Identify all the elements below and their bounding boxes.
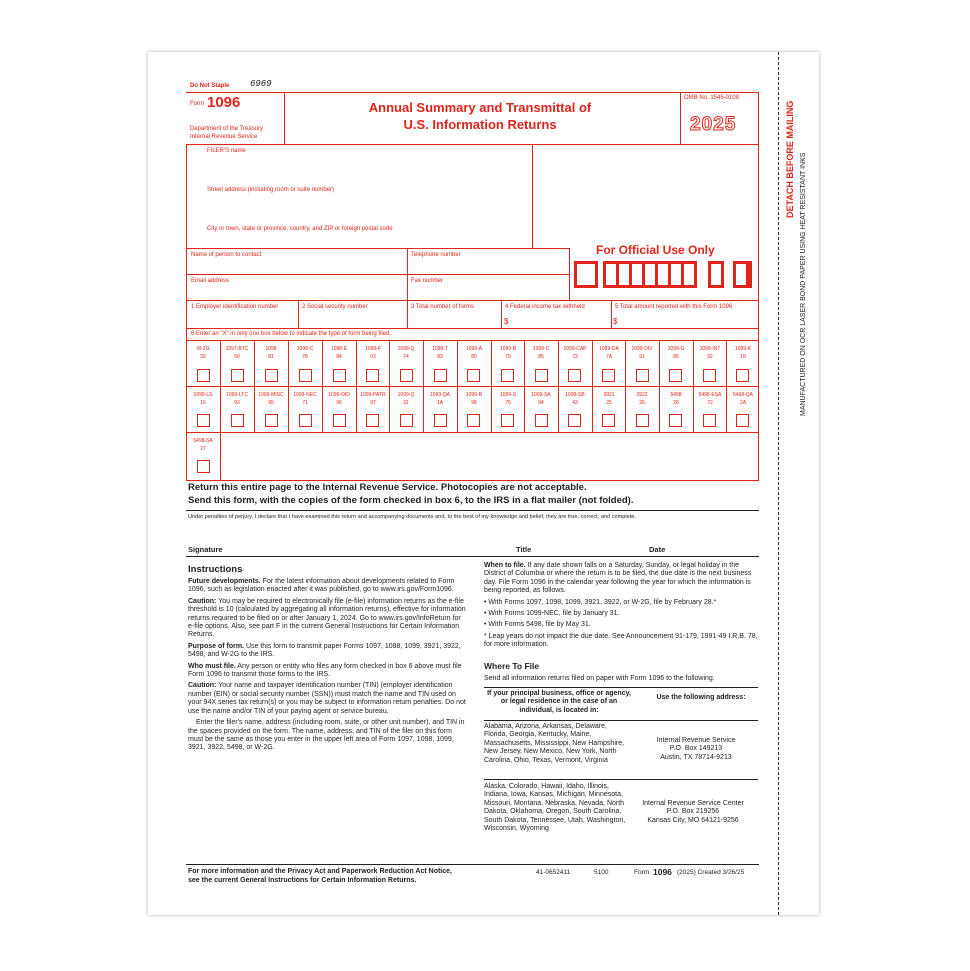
checkbox-1098-q[interactable]	[400, 369, 413, 382]
checkbox-1099-g[interactable]	[669, 369, 682, 382]
checkbox-1099-nec[interactable]	[299, 414, 312, 427]
box6-grid-top	[186, 340, 759, 341]
checkbox-1099-a[interactable]	[467, 369, 480, 382]
form-word: Form	[190, 101, 204, 107]
checkbox-1099-qa[interactable]	[434, 414, 447, 427]
dept-line2: Internal Revenue Service	[190, 134, 258, 140]
phone-label: Telephone number	[411, 252, 461, 258]
email-rule	[186, 274, 569, 275]
checkbox-1097-btc[interactable]	[231, 369, 244, 382]
footer-rule	[186, 864, 759, 865]
box-divider	[501, 300, 502, 328]
form-type-1099-int: 1099-INT 92	[699, 346, 721, 360]
omb-number: OMB No. 1545-0108	[684, 95, 740, 101]
top-rule	[186, 92, 759, 93]
box6-rule	[186, 328, 759, 329]
header-divider-left	[284, 92, 285, 144]
form-type-1099-a: 1099-A 80	[465, 346, 483, 360]
footer-form-word: Form	[634, 869, 650, 876]
form-type-1099-da: 1099-DA 7A	[599, 346, 619, 360]
instructions-heading: Instructions	[188, 564, 243, 575]
filer-address-field[interactable]	[187, 145, 532, 248]
form-type-1099-b: 1099-B 79	[499, 346, 517, 360]
checkbox-1099-da[interactable]	[602, 369, 615, 382]
checkbox-1098-e[interactable]	[333, 369, 346, 382]
form-type-1099-div: 1099-DIV 91	[631, 346, 653, 360]
email-field[interactable]	[188, 286, 406, 300]
return-notice-1: Return this entire page to the Internal Revenue Service. Photocopies are not acceptable.	[188, 482, 587, 493]
form-type-1099-s: 1099-S 75	[499, 392, 517, 406]
form-type-1099-sa: 1099-SA 94	[531, 392, 551, 406]
footer-notice-1: For more information and the Privacy Act and Paperwork Reduction Act Notice,	[188, 868, 452, 875]
form-type-1099-cap: 1099-CAP 73	[563, 346, 587, 360]
where-table-header-rule	[484, 720, 758, 721]
checkbox-w2g[interactable]	[197, 369, 210, 382]
form-type-1097-btc: 1097-BTC 50	[225, 346, 249, 360]
when-to-file: When to file. If any date shown falls on a Saturday, Sunday, or legal holiday in the District of Columbia or where the return is to be filed, the due date is the next business day. File Form 1096 in the calendar year following the year for which the information is being reported, as follows. • With Forms 1097, 1098, 1099, 3921, 3922, or W-2G, file by February 28.* • With Forms 1099-NEC, file by January 31. • With Forms 5498, file by May 31. * Leap years do not impact the due date. See Announcement 91-179, 1991-49 I.R.B. 78, for more information.	[484, 562, 758, 649]
box-divider	[407, 300, 408, 328]
form-type-5498-qa: 5498-QA 2A	[732, 392, 753, 406]
checkbox-1099-ltc[interactable]	[231, 414, 244, 427]
grid-row2-bottom	[186, 432, 759, 433]
return-notice-2: Send this form, with the copies of the form checked in box 6, to the IRS in a flat mailer (not folded).	[188, 495, 634, 506]
form-type-w2g: W-2G 32	[196, 346, 210, 360]
checkbox-1099-c[interactable]	[535, 369, 548, 382]
checkbox-1099-k[interactable]	[736, 369, 749, 382]
box-divider	[611, 300, 612, 328]
where-address2: Internal Revenue Service Center P.O. Box 219256 Kansas City, MO 64121-9256	[642, 800, 744, 824]
where-col2-header: Use the following address:	[656, 694, 746, 701]
form-type-1099-qa: 1099-QA 1A	[429, 392, 450, 406]
title-label: Title	[516, 545, 532, 554]
box3-label: 3 Total number of forms	[411, 304, 474, 310]
form-type-3922: 3922 26	[636, 392, 648, 406]
boxes-top-rule	[186, 300, 759, 301]
form-type-1098-t: 1098-T 83	[432, 346, 448, 360]
checkbox-1099-r[interactable]	[467, 414, 480, 427]
contact-field[interactable]	[188, 260, 406, 274]
form-type-3921: 3921 25	[603, 392, 615, 406]
street-label: Street address (including room or suite number)	[207, 187, 335, 193]
ein-field[interactable]	[188, 312, 296, 326]
checkbox-1099-ls[interactable]	[197, 414, 210, 427]
form-type-5498: 5498 28	[670, 392, 682, 406]
ssn-field[interactable]	[300, 312, 406, 326]
box5-label: 5 Total amount reported with this Form 1096	[615, 304, 733, 310]
form-type-1099-q: 1099-Q 31	[397, 392, 415, 406]
form-type-1098-c: 1098-C 78	[296, 346, 314, 360]
form-type-1098-f: 1098-F 03	[365, 346, 381, 360]
checkbox-5498[interactable]	[669, 414, 682, 427]
filer-divider	[532, 144, 533, 248]
form-type-1098-q: 1098-Q 74	[397, 346, 415, 360]
contact-rule	[186, 248, 569, 249]
signature-label: Signature	[188, 545, 223, 554]
checkbox-1098-f[interactable]	[366, 369, 379, 382]
grid-divider	[220, 432, 221, 480]
where-states-group2: Alaska, Colorado, Hawaii, Idaho, Illinois, Indiana, Iowa, Kansas, Michigan, Minnesota, Missouri, Montana, Nebraska, Nevada, North Dakota, Oklahoma, Oregon, South Carolina, South Dakota, Tennessee, Utah, Washington, Wisconsin, Wyoming	[484, 783, 626, 833]
fed-tax-withheld-field[interactable]	[512, 314, 609, 326]
footer-year-created: (2025) Created 3/26/25	[677, 869, 745, 876]
footer-form-number: 1096	[653, 867, 672, 877]
signature-field[interactable]	[188, 524, 756, 544]
checkbox-1099-sa[interactable]	[535, 414, 548, 427]
checkbox-1098-c[interactable]	[299, 369, 312, 382]
form-type-1099-oid: 1099-OID 96	[328, 392, 350, 406]
city-label: City or town, state or province, country, and ZIP or foreign postal code	[207, 226, 393, 232]
where-col1-header: If your principal business, office or agency, or legal residence in the case of an individual, is located in:	[487, 690, 631, 714]
where-states-group1: Alabama, Arizona, Arkansas, Delaware, Florida, Georgia, Kentucky, Maine, Massachusetts, Mississippi, New Hampshire, New Jersey, New Mexico, New York, North Carolina, Ohio, Texas, Vermont, Virginia	[484, 723, 625, 764]
box4-label: 4 Federal income tax withheld	[505, 304, 585, 310]
total-forms-field[interactable]	[409, 312, 499, 326]
checkbox-1098[interactable]	[265, 369, 278, 382]
box1-label: 1 Employer identification number	[191, 304, 279, 310]
date-label: Date	[649, 545, 666, 554]
filer-name-label: FILER'S name	[207, 148, 246, 154]
form-type-1099-patr: 1099-PATR 97	[360, 392, 386, 406]
box4-dollar: $	[504, 317, 509, 326]
tax-year: 2025	[690, 114, 737, 135]
checkbox-1099-cap[interactable]	[568, 369, 581, 382]
checkbox-1099-sb[interactable]	[568, 414, 581, 427]
checkbox-1099-patr[interactable]	[366, 414, 379, 427]
official-use-box	[681, 261, 697, 288]
official-use-title: For Official Use Only	[596, 243, 715, 257]
form-type-1099-ltc: 1099-LTC 93	[226, 392, 248, 406]
email-label: Email address	[191, 278, 230, 284]
perjury-statement: Under penalties of perjury, I declare that I have examined this return and accompanying documents and, to the best of my knowledge and belief, they are true, correct, and complete.	[188, 514, 636, 520]
perjury-rule	[186, 510, 759, 511]
where-table-top	[484, 687, 758, 688]
grid-row1-bottom	[186, 386, 759, 387]
where-address1: Internal Revenue Service P.O. Box 149213 Austin, TX 78714-9213	[656, 737, 736, 761]
form-bottom-rule	[186, 480, 759, 481]
form-type-1098: 1098 81	[265, 346, 277, 360]
box6-label: 6 Enter an "X" in only one box below to indicate the type of form being filed.	[191, 331, 392, 337]
detach-notice: DETACH BEFORE MAILING	[785, 100, 795, 218]
do-not-staple: Do Not Staple	[190, 83, 230, 89]
checkbox-5498-qa[interactable]	[736, 414, 749, 427]
form-type-1099-c: 1099-C 85	[532, 346, 550, 360]
checkbox-1099-misc[interactable]	[265, 414, 278, 427]
manufactured-notice: MANUFACTURED ON OCR LASER BOND PAPER USING HEAT RESISTANT INKS	[800, 152, 807, 416]
where-table-mid-rule	[484, 779, 758, 780]
checkbox-1099-q[interactable]	[400, 414, 413, 427]
form-type-1099-nec: 1099-NEC 71	[293, 392, 317, 406]
official-use-box	[746, 261, 752, 288]
footer-code: 5100	[594, 869, 609, 876]
checkbox-1099-int[interactable]	[703, 369, 716, 382]
checkbox-1099-s[interactable]	[501, 414, 514, 427]
form-title-line1: Annual Summary and Transmittal of	[368, 100, 592, 115]
form-type-1099-k: 1099-K 10	[734, 346, 752, 360]
where-to-file-heading: Where To File	[484, 661, 540, 671]
box-divider	[298, 300, 299, 328]
form-type-1098-e: 1098-E 84	[330, 346, 348, 360]
footer-catalog: 41-0652411	[536, 869, 571, 876]
box5-dollar: $	[613, 317, 618, 326]
form-type-1099-misc: 1099-MISC 95	[258, 392, 284, 406]
checkbox-1099-b[interactable]	[501, 369, 514, 382]
fax-field[interactable]	[409, 286, 567, 300]
official-divider	[569, 248, 570, 300]
checkbox-1099-oid[interactable]	[333, 414, 346, 427]
signature-rule	[186, 556, 759, 557]
form-right-border	[758, 92, 759, 480]
total-amount-field[interactable]	[621, 314, 756, 326]
phone-field[interactable]	[409, 260, 567, 274]
form-type-1099-ls: 1099-LS 16	[193, 392, 213, 406]
instructions-body: Future developments. For the latest information about developments related to Form 1096, such as legislation enacted after it was published, go to www.irs.gov/Form1096. Caution: You may be required to electronically file (e-file) information returns as the e-file threshold is 10 (calculated by aggregating all information returns), effective for information returns required to be filed on or after January 1, 2024. Go to www.irs.gov/InfoReturn for e-file options. Also, see part F in the current General Instructions for Certain Information Returns. Purpose of form. Use this form to transmit paper Forms 1097, 1098, 1099, 3921, 3922, 5498, and W-2G to the IRS. Who must file. Any person or entity who files any form checked in box 6 above must file Form 1096 to transmit those forms to the IRS. Caution: Your name and taxpayer identification number (TIN) (employer identification number (EIN) or social security number (SSN)) must match the name and TIN used on your 94X series tax return(s) or you may be subject to information return penalties. Do not use the name and/or TIN of your paying agent or service bureau. Enter the filer's name, address (including room, suite, or other unit number), and TIN in the spaces provided on the form. The name, address, and TIN of the filer on this form must be the same as those you enter in the upper left area of Form 1097, 1098, 1099, 3921, 3922, 5498, or W-2G.	[188, 578, 466, 752]
box2-label: 2 Social security number	[302, 304, 368, 310]
header-divider-right	[680, 92, 681, 144]
form-number: 1096	[207, 94, 241, 111]
checkbox-1099-div[interactable]	[636, 369, 649, 382]
official-use-box	[574, 261, 598, 288]
checkbox-5498-sa[interactable]	[197, 460, 210, 473]
form-type-1099-sb: 1099-SB 43	[565, 392, 585, 406]
dept-line1: Department of the Treasury	[190, 126, 264, 132]
form-type-1099-r: 1099-R 98	[465, 392, 483, 406]
fax-label: Fax number	[411, 278, 444, 284]
checkbox-3922[interactable]	[636, 414, 649, 427]
official-use-box	[708, 261, 724, 288]
footer-notice-2: see the current General Instructions for Certain Information Returns.	[188, 877, 417, 884]
form-code: 6969	[250, 79, 272, 89]
contact-label: Name of person to contact	[191, 252, 262, 258]
form-type-5498-esa: 5498-ESA 72	[698, 392, 722, 406]
form-type-5498-sa: 5498-SA 27	[193, 438, 213, 452]
where-to-file-intro: Send all information returns filed on paper with Form 1096 to the following.	[484, 675, 715, 682]
checkbox-5498-esa[interactable]	[703, 414, 716, 427]
checkbox-1098-t[interactable]	[434, 369, 447, 382]
checkbox-3921[interactable]	[602, 414, 615, 427]
perforation-line	[778, 52, 779, 915]
form-title-line2: U.S. Information Returns	[403, 117, 557, 132]
form-type-1099-g: 1099-G 86	[667, 346, 685, 360]
